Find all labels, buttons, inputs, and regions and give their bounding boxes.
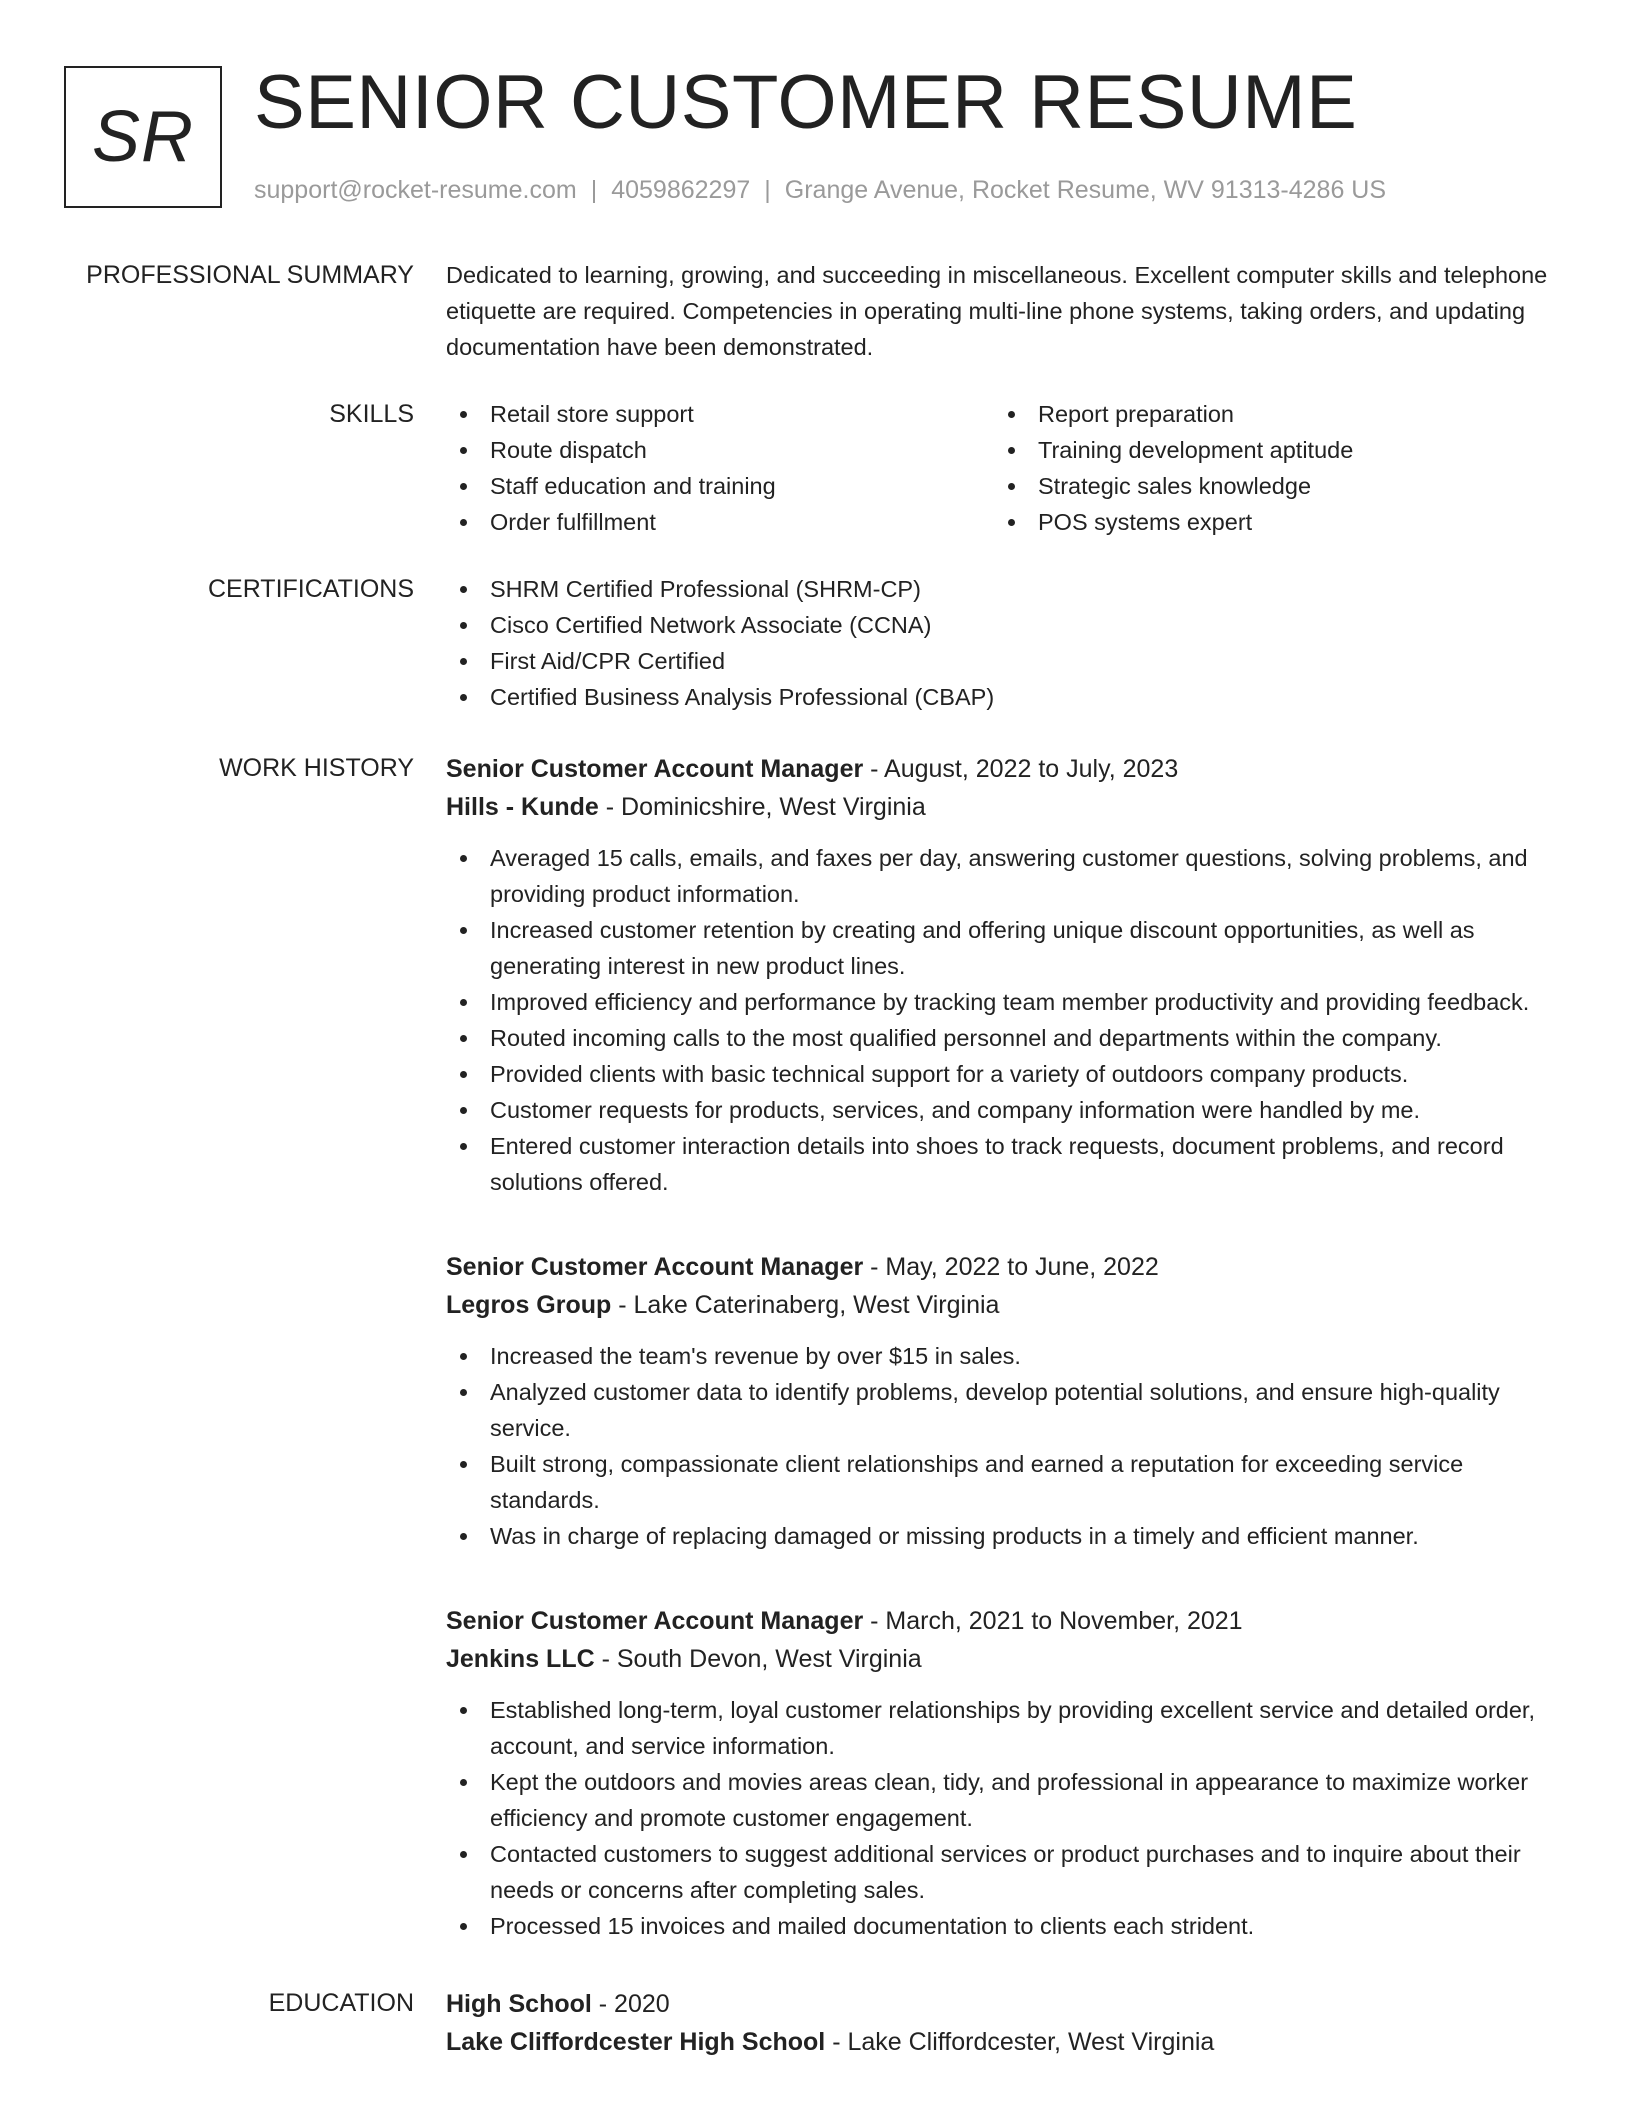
job-dates: - August, 2022 to July, 2023 [863,755,1179,783]
job-title: Senior Customer Account Manager [446,1607,864,1635]
job-bullet: Established long-term, loyal customer relationships by providing excellent service and detailed order, account, and service information. [446,1692,1566,1764]
education-school: Lake Cliffordcester High School [446,2028,826,2056]
section-label-skills: SKILLS [329,400,414,428]
job-bullet: Provided clients with basic technical support for a variety of outdoors company products. [446,1056,1566,1092]
job-bullet: Entered customer interaction details into shoes to track requests, document problems, and record solutions offered. [446,1128,1566,1200]
job-location: - Dominicshire, West Virginia [598,793,926,821]
job-bullet-list [446,1338,1566,1554]
work-history-body [446,750,1566,1992]
certification-item: Certified Business Analysis Professional (CBAP) [446,679,1566,715]
monogram-badge [64,66,222,208]
contact-phone: 4059862297 [611,176,751,204]
job-company: Legros Group [446,1291,612,1319]
section-label-work-history: WORK HISTORY [219,754,414,782]
job-entry [446,750,1566,1200]
job-bullet: Increased the team's revenue by over $15 in sales. [446,1338,1566,1374]
education-degree-line [446,1985,1566,2023]
job-title-line [446,1248,1566,1286]
section-label-education: EDUCATION [268,1989,414,2017]
skill-item: Staff education and training [446,468,994,504]
contact-line [254,174,1386,206]
certification-item: First Aid/CPR Certified [446,643,1566,679]
certification-item: SHRM Certified Professional (SHRM-CP) [446,571,1566,607]
education-school-line [446,2023,1566,2061]
job-title: Senior Customer Account Manager [446,1253,864,1281]
certifications-list [446,571,1566,715]
skill-item: Strategic sales knowledge [994,468,1542,504]
job-location: - South Devon, West Virginia [594,1645,922,1673]
education-year: - 2020 [591,1990,670,2018]
certification-item: Cisco Certified Network Associate (CCNA) [446,607,1566,643]
section-label-certifications: CERTIFICATIONS [207,575,414,603]
skills-grid [446,396,1566,540]
job-bullet: Routed incoming calls to the most qualified personnel and departments within the company. [446,1020,1566,1056]
skill-item: POS systems expert [994,504,1542,540]
job-dates: - March, 2021 to November, 2021 [863,1607,1243,1635]
contact-separator: | [590,176,598,204]
job-bullet: Kept the outdoors and movies areas clean, tidy, and professional in appearance to maximize worker efficiency and promote customer engagement. [446,1764,1566,1836]
education-body [446,1985,1566,2061]
skills-list-right [994,396,1542,540]
job-entry [446,1602,1566,1944]
contact-separator: | [764,176,771,204]
skill-item: Order fulfillment [446,504,994,540]
job-company-line [446,1640,1566,1678]
skill-item: Training development aptitude [994,432,1542,468]
job-title-line [446,1602,1566,1640]
job-dates: - May, 2022 to June, 2022 [863,1253,1159,1281]
job-title-line [446,750,1566,788]
job-entry [446,1248,1566,1554]
section-label-summary: PROFESSIONAL SUMMARY [86,261,414,289]
job-company-line [446,1286,1566,1324]
skill-item: Route dispatch [446,432,994,468]
job-bullet-list [446,840,1566,1200]
job-bullet: Averaged 15 calls, emails, and faxes per day, answering customer questions, solving problems, and providing product information. [446,840,1566,912]
job-bullet: Analyzed customer data to identify problems, develop potential solutions, and ensure high-quality service. [446,1374,1566,1446]
job-bullet: Built strong, compassionate client relationships and earned a reputation for exceeding service standards. [446,1446,1566,1518]
skill-item: Report preparation [994,396,1542,432]
certifications-body [446,571,1566,715]
monogram-initials: SR [91,97,195,177]
contact-address: Grange Avenue, Rocket Resume, WV 91313-4286 US [784,176,1387,204]
job-company: Jenkins LLC [446,1645,595,1673]
education-location: - Lake Cliffordcester, West Virginia [825,2028,1215,2056]
resume-title: SENIOR CUSTOMER RESUME [254,60,1358,145]
job-bullet: Processed 15 invoices and mailed documentation to clients each strident. [446,1908,1566,1944]
job-bullet: Contacted customers to suggest additional services or product purchases and to inquire about their needs or concerns after completing sales. [446,1836,1566,1908]
job-company-line [446,788,1566,826]
job-bullet: Customer requests for products, services, and company information were handled by me. [446,1092,1566,1128]
job-bullet: Improved efficiency and performance by tracking team member productivity and providing feedback. [446,984,1566,1020]
job-bullet-list [446,1692,1566,1944]
job-bullet: Increased customer retention by creating and offering unique discount opportunities, as well as generating interest in new product lines. [446,912,1566,984]
job-company: Hills - Kunde [446,793,599,821]
job-location: - Lake Caterinaberg, West Virginia [611,1291,1000,1319]
summary-text: Dedicated to learning, growing, and succeeding in miscellaneous. Excellent computer skills and telephone etiquette are required. Competencies in operating multi-line phone systems, taking orders, and updating documentation have been demonstrated. [446,262,1548,360]
skill-item: Retail store support [446,396,994,432]
job-bullet: Was in charge of replacing damaged or missing products in a timely and efficient manner. [446,1518,1566,1554]
job-title: Senior Customer Account Manager [446,755,864,783]
contact-email: support@rocket-resume.com [254,176,577,204]
education-degree: High School [446,1990,592,2018]
skills-list-left [446,396,994,540]
